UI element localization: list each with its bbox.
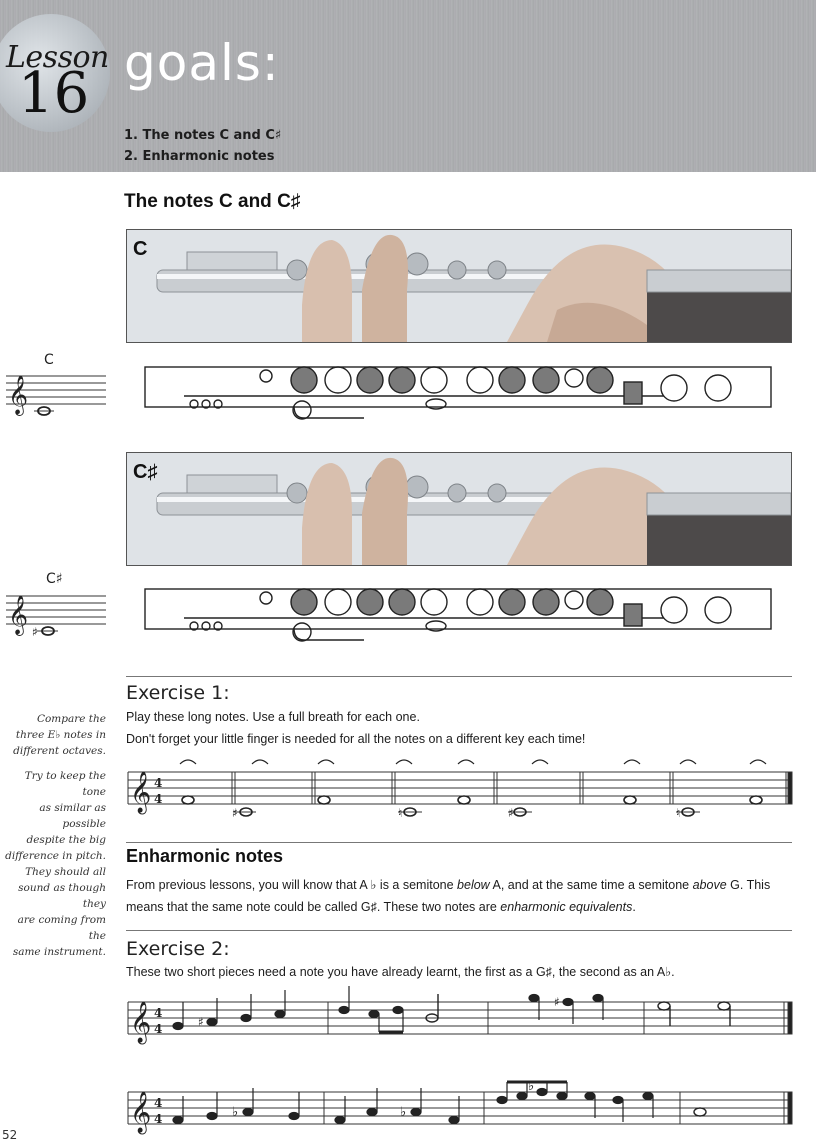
staff-note-csharp	[4, 590, 108, 650]
sharp-icon: ♯	[198, 1015, 204, 1029]
side-note-compare	[4, 711, 106, 759]
flat-icon: ♭	[400, 1105, 407, 1120]
lesson-header	[0, 0, 816, 172]
treble-clef-icon: 𝄞	[130, 772, 152, 813]
exercise-1-staff	[128, 760, 792, 830]
divider-rule	[126, 676, 792, 677]
lesson-word: Lesson	[6, 40, 109, 75]
side-note-line: They should all	[25, 866, 106, 878]
sharp-icon: ♯	[554, 995, 560, 1009]
time-sig-bottom: 4	[154, 792, 163, 806]
flute-photo-csharp-image	[127, 453, 791, 565]
exercise-1-title: Exercise 1:	[126, 682, 230, 704]
side-note-line: are coming from the	[17, 914, 106, 942]
side-note-line: despite the big	[26, 834, 106, 846]
time-sig-top: 4	[154, 776, 163, 790]
staff-note-c	[4, 370, 108, 430]
enharmonic-em-equivalents: enharmonic equivalents	[500, 900, 633, 914]
goal-item-1: 1. The notes C and C♯	[124, 128, 282, 143]
staff-csharp-label: C♯	[46, 571, 63, 587]
time-sig-top: 4	[154, 1006, 163, 1020]
enharmonic-text-a: From previous lessons, you will know that A ♭ is a semitone	[126, 878, 458, 892]
flat-icon: ♭	[528, 1079, 535, 1094]
lesson-number: 16	[18, 61, 90, 126]
side-note-line: same instrument.	[12, 946, 106, 958]
staff-c-label: C	[44, 352, 54, 368]
enharmonic-em-below: below	[457, 878, 490, 892]
photo-c-label: C	[133, 238, 148, 260]
divider-rule	[126, 930, 792, 931]
time-sig-bottom: 4	[154, 1112, 163, 1126]
fingering-diagram-csharp	[144, 584, 774, 656]
flute-photo-c	[126, 229, 792, 343]
treble-clef-icon: 𝄞	[130, 1092, 152, 1133]
photo-csharp-label: C♯	[133, 461, 158, 483]
divider-rule	[126, 842, 792, 843]
enharmonic-text-d: .	[632, 900, 636, 914]
exercise-1-line-1: Play these long notes. Use a full breath for each one.	[126, 710, 420, 724]
sharp-icon: ♯	[508, 806, 514, 820]
enharmonic-em-above: above	[692, 878, 727, 892]
enharmonic-paragraph	[126, 874, 792, 918]
section-title-enharmonic: Enharmonic notes	[126, 846, 284, 866]
flute-photo-csharp	[126, 452, 792, 566]
side-note-line: three E♭ notes in	[15, 729, 106, 741]
flute-photo-c-image	[127, 230, 791, 342]
treble-clef-icon: 𝄞	[130, 1002, 152, 1043]
exercise-2-title: Exercise 2:	[126, 938, 230, 960]
exercise-1-line-2: Don't forget your little finger is needed for all the notes on a different key each time!	[126, 732, 586, 746]
exercise-2-staff-1	[128, 990, 792, 1050]
treble-clef-icon: 𝄞	[8, 375, 29, 415]
natural-icon: ♮	[676, 806, 681, 820]
side-note-line: different octaves.	[13, 745, 106, 757]
natural-icon: ♮	[398, 806, 403, 820]
section-title-notes-c: The notes C and C♯	[124, 191, 301, 212]
goals-title: goals:	[124, 34, 280, 92]
sharp-icon: ♯	[232, 806, 238, 820]
side-note-line: sound as though they	[18, 882, 106, 910]
time-sig-top: 4	[154, 1096, 163, 1110]
side-note-line: difference in pitch.	[5, 850, 106, 862]
exercise-2-line-1: These two short pieces need a note you have already learnt, the first as a G♯, the second as an A♭.	[126, 965, 675, 979]
fingering-diagram-c	[144, 362, 774, 434]
side-note-line: Compare the	[36, 713, 106, 725]
side-note-tone	[0, 768, 106, 960]
page-number: 52	[2, 1128, 18, 1142]
side-note-line: as similar as possible	[39, 802, 106, 830]
time-sig-bottom: 4	[154, 1022, 163, 1036]
side-note-line: Try to keep the tone	[24, 770, 106, 798]
enharmonic-text-c: G. This means that the same note could be called G♯. These two notes are	[126, 878, 771, 914]
sharp-icon: ♯	[32, 625, 38, 639]
flat-icon: ♭	[232, 1105, 239, 1120]
exercise-2-staff-2	[128, 1080, 792, 1140]
treble-clef-icon: 𝄞	[8, 595, 29, 635]
goal-item-2: 2. Enharmonic notes	[124, 149, 275, 164]
enharmonic-text-b: A, and at the same time a semitone	[489, 878, 693, 892]
